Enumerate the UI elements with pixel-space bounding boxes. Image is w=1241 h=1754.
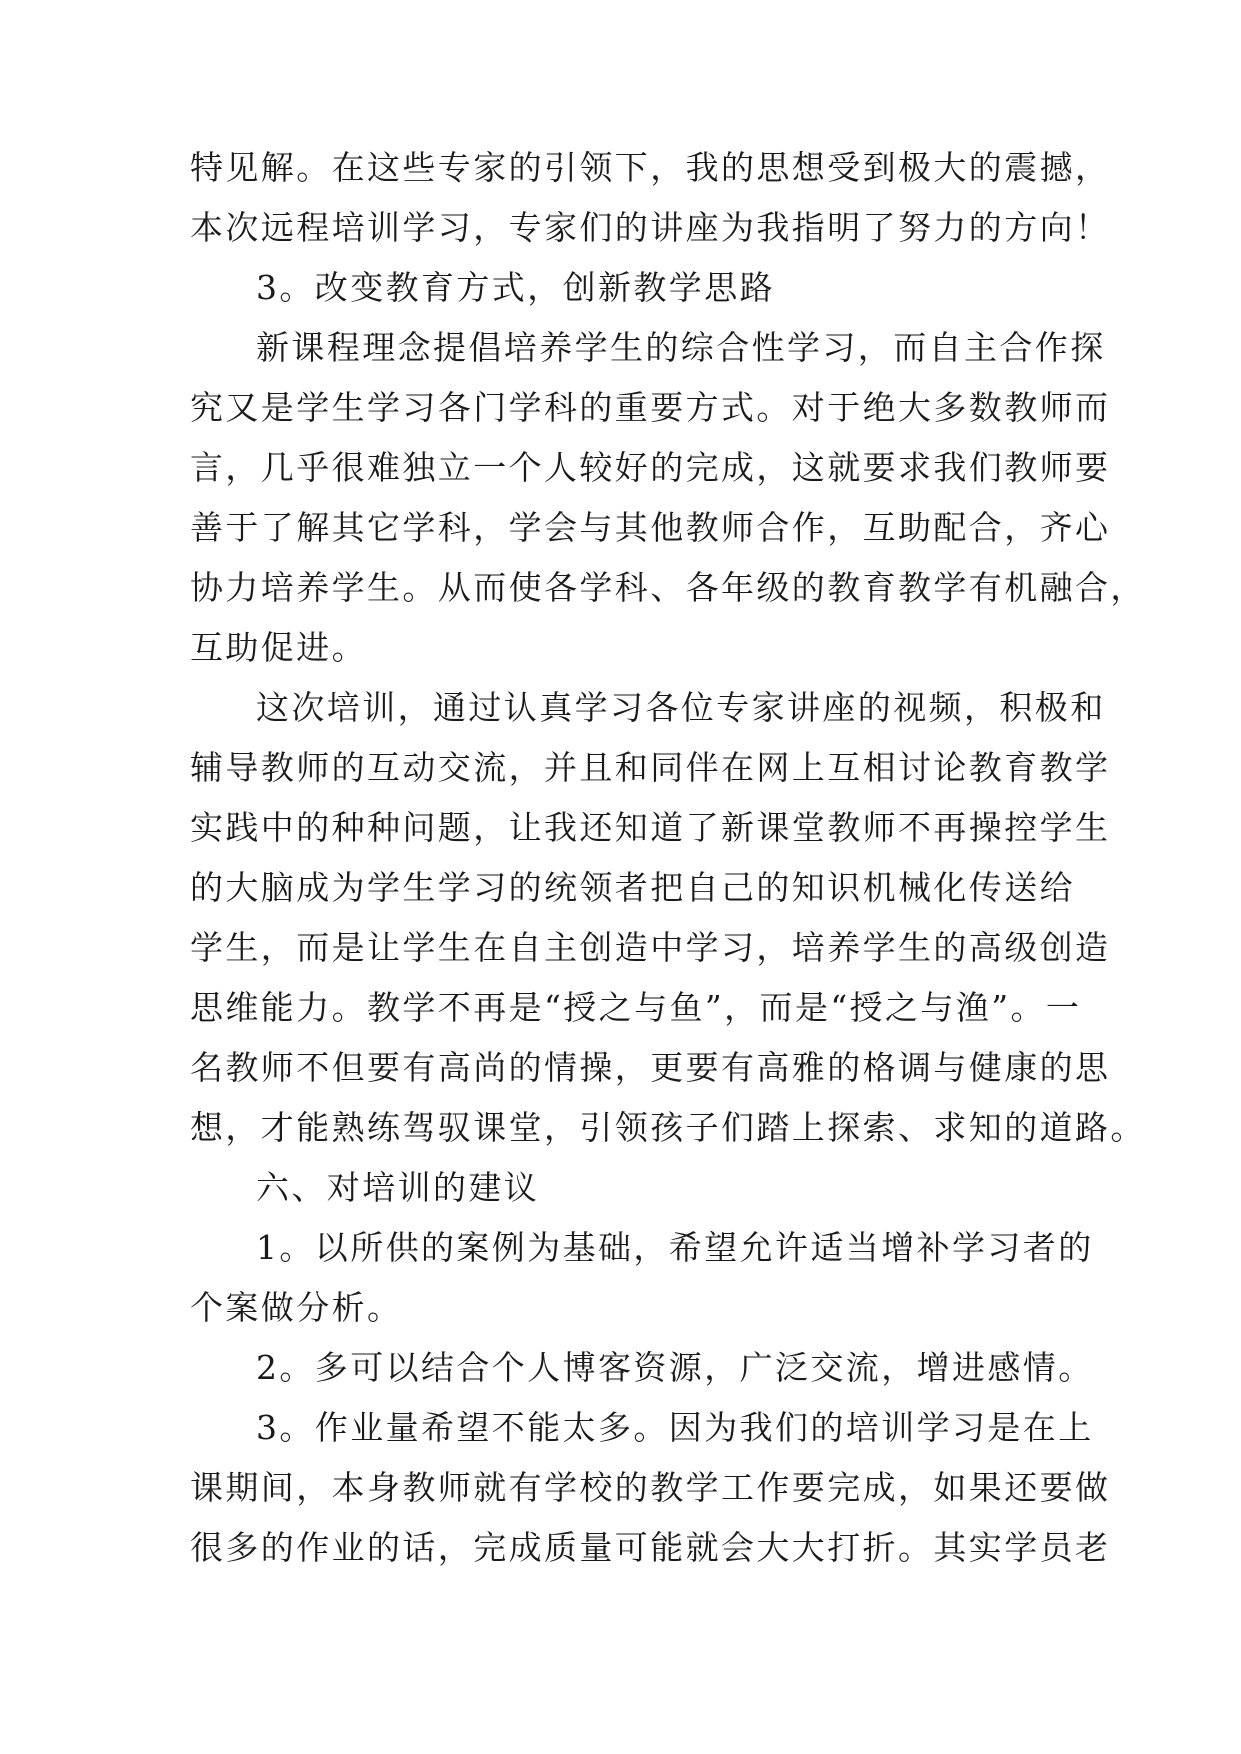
- text-line: 想，才能熟练驾驭课堂，引领孩子们踏上探索、求知的道路。: [190, 1108, 1146, 1147]
- text-line: 言，几乎很难独立一个人较好的完成，这就要求我们教师要: [190, 448, 1111, 487]
- text-line: 辅导教师的互动交流，并且和同伴在网上互相讨论教育教学: [190, 748, 1111, 787]
- list-item: 2。多可以结合个人博客资源，广泛交流，增进感情。: [256, 1348, 1094, 1387]
- text-line: 很多的作业的话，完成质量可能就会大大打折。其实学员老: [190, 1528, 1111, 1567]
- text-line: 思维能力。教学不再是“授之与鱼”，而是“授之与渔”。一: [190, 988, 1082, 1027]
- text-line: 协力培养学生。从而使各学科、各年级的教育教学有机融合，: [190, 568, 1146, 607]
- text-line: 善于了解其它学科，学会与其他教师合作，互助配合，齐心: [190, 508, 1111, 547]
- text-line: 特见解。在这些专家的引领下，我的思想受到极大的震撼，: [190, 148, 1111, 187]
- text-line: 究又是学生学习各门学科的重要方式。对于绝大多数教师而: [190, 388, 1111, 427]
- text-line: 互助促进。: [190, 628, 367, 667]
- list-item: 1。以所供的案例为基础，希望允许适当增补学习者的: [256, 1228, 1094, 1267]
- text-line: 新课程理念提倡培养学生的综合性学习，而自主合作探: [256, 328, 1106, 367]
- list-item: 3。作业量希望不能太多。因为我们的培训学习是在上: [256, 1408, 1094, 1447]
- text-line: 个案做分析。: [190, 1288, 403, 1327]
- text-line: 这次培训，通过认真学习各位专家讲座的视频，积极和: [256, 688, 1106, 727]
- text-line: 名教师不但要有高尚的情操，更要有高雅的格调与健康的思: [190, 1048, 1111, 1087]
- text-line: 的大脑成为学生学习的统领者把自己的知识机械化传送给: [190, 868, 1075, 907]
- section-heading: 3。改变教育方式，创新教学思路: [256, 268, 775, 307]
- text-line: 课期间，本身教师就有学校的教学工作要完成，如果还要做: [190, 1468, 1111, 1507]
- text-line: 实践中的种种问题，让我还知道了新课堂教师不再操控学生: [190, 808, 1111, 847]
- section-heading: 六、对培训的建议: [256, 1168, 540, 1207]
- text-line: 本次远程培训学习，专家们的讲座为我指明了努力的方向！: [190, 208, 1111, 247]
- text-line: 学生，而是让学生在自主创造中学习，培养学生的高级创造: [190, 928, 1111, 967]
